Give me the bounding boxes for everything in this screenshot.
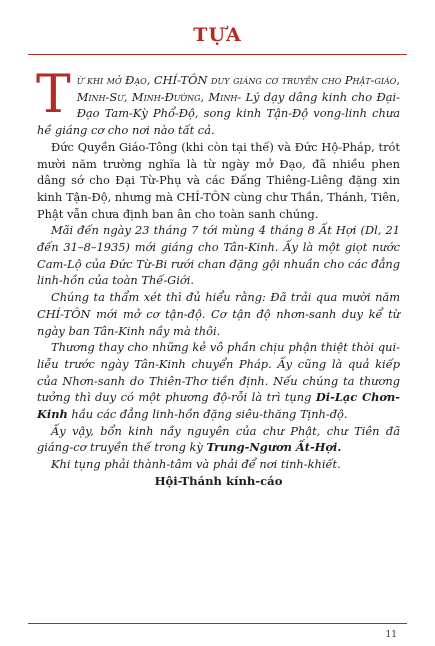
paragraph-5-text-a: Thương thay cho những kẻ vô phần chịu phận thiệt thòi qui-liễu trước ngày Tân-Kinh chuyển Pháp. Ấy cũng là quả kiếp của Nhơn-sanh do Thiên-Thơ tiền định. Nếu chúng ta thương tưởng thì duy có một phương độ-rỗi là trì tụng (37, 340, 400, 405)
paragraph-6-text-a: Ấy vậy, bổn kinh nầy nguyên của chư Phật, chư Tiên đã giáng-cơ truyền thế trong kỳ (37, 423, 400, 455)
paragraph-6-emphasis: Trung-Ngươn Ất-Hợi. (206, 440, 342, 455)
paragraph-3: Mãi đến ngày 23 tháng 7 tới mùng 4 tháng 8 Ất Hợi (Dl, 21 đến 31–8–1935) mới giáng cho Tân-Kinh. Ấy là một giọt nước Cam-Lộ của Đức Từ-Bi rưới chan đặng gội nhuần cho các đẳng linh-hồn của toàn Thế-Giới. (37, 223, 400, 288)
paragraph-7: Khi tụng phải thành-tâm và phải để nơi tinh-khiết. (51, 457, 341, 472)
paragraph-6 (37, 423, 400, 456)
paragraph-1 (36, 65, 400, 139)
preface-body (36, 65, 400, 490)
paragraph-5 (37, 339, 400, 423)
top-divider (28, 54, 407, 55)
paragraph-1-rest: Lý dạy dâng kinh cho Đại-Đạo Tam-Kỳ Phổ-Độ, song kinh Tận-Độ vong-linh chưa hề giáng cơ cho nơi nào tất cả. (37, 89, 400, 138)
paragraph-1-lead: ừ khi mở Đạo, CHÍ-TÔN duy giáng cơ truyền cho Phật-giáo, Minh-Sư, Minh-Đường, Minh- (76, 73, 400, 104)
signature: Hội-Thánh kính-cáo (154, 473, 283, 488)
page-title: TỰA (193, 24, 242, 46)
paragraph-5-emphasis: Di-Lạc Chơn-Kinh (37, 390, 400, 422)
paragraph-5-text-b: hầu các đẳng linh-hồn đặng siêu-thăng Tịnh-độ. (67, 407, 348, 422)
bottom-divider (28, 623, 407, 624)
paragraph-2: Đức Quyền Giáo-Tông (khi còn tại thế) và Đức Hộ-Pháp, trót mười năm trường nghĩa là từ ngày mở Đạo, đã nhiều phen dâng sớ cho Đại Từ-Phụ và các Đấng Thiêng-Liêng đặng xin kinh Tận-Độ, nhưng mà CHÍ-TÔN cùng chư Thần, Thánh, Tiên, Phật vẫn chưa định ban ân cho toàn sanh chúng. (37, 139, 400, 221)
drop-cap: T (36, 65, 71, 125)
paragraph-4: Chúng ta thẩm xét thì đủ hiểu rằng: Đã trải qua mười năm CHÍ-TÔN mới mở cơ tận-độ. Cơ tận độ nhơn-sanh duy kể từ ngày ban Tân-Kinh nầy mà thôi. (37, 290, 400, 338)
page-number: 11 (385, 630, 397, 640)
